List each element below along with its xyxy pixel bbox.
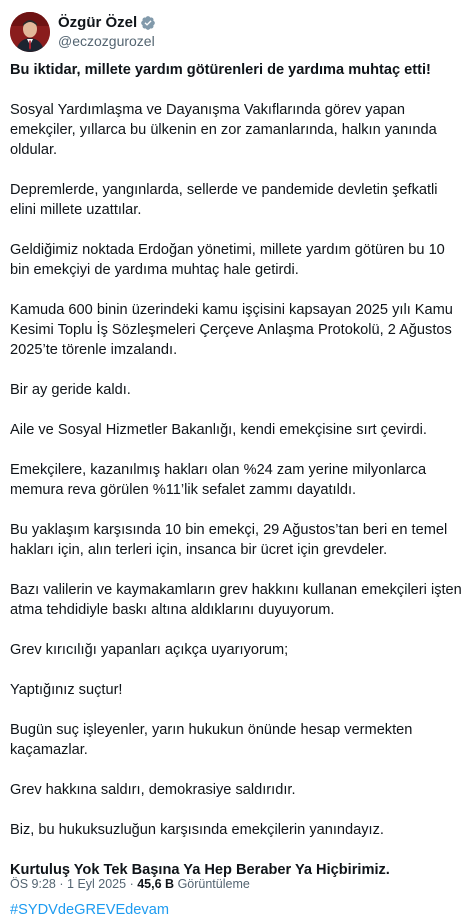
hashtag-link[interactable]: #SYDVdeGREVEdevam [10,902,169,918]
meta-separator: · [129,877,134,891]
tweet-paragraph: Grev hakkına saldırı, demokrasiye saldırıdır. [10,782,296,798]
tweet-paragraph: Bu yaklaşım karşısında 10 bin emekçi, 29 Ağustos’tan beri en temel hakları için, alın terleri için, insanca bir ücret için grevdeler. [10,522,448,558]
avatar-portrait-icon [10,12,50,52]
author-handle[interactable]: @eczozgurozel [58,33,155,49]
author-display-name[interactable]: Özgür Özel [58,14,138,31]
tweet-paragraph: Yaptığınız suçtur! [10,682,123,698]
tweet-paragraph: Bugün suç işleyenler, yarın hukukun önünde hesap vermekten kaçamazlar. [10,722,413,758]
views-count: 45,6 B [137,877,175,891]
tweet-paragraph: Grev kırıcılığı yapanları açıkça uyarıyorum; [10,642,289,658]
tweet-paragraph: Bu iktidar, millete yardım götürenleri de yardıma muhtaç etti! [10,62,431,78]
author-name-row[interactable] [58,14,156,32]
tweet-paragraph: Biz, bu hukuksuzluğun karşısında emekçilerin yanındayız. [10,822,384,838]
tweet-paragraph: Geldiğimiz noktada Erdoğan yönetimi, millete yardım götüren bu 10 bin emekçiyi de yardıma muhtaç hale getirdi. [10,242,445,278]
tweet-paragraph: Bir ay geride kaldı. [10,382,131,398]
tweet-date[interactable]: 1 Eyl 2025 [67,877,127,891]
tweet-paragraph: Kamuda 600 binin üzerindeki kamu işçisini kapsayan 2025 yılı Kamu Kesimi Toplu İş Sözleşmeleri Çerçeve Anlaşma Protokolü, 2 Ağustos 2025’te törenle imzalandı. [10,302,453,358]
tweet-paragraph: Kurtuluş Yok Tek Başına Ya Hep Beraber Ya Hiçbirimiz. [10,862,390,878]
tweet-header [10,12,462,52]
author-avatar[interactable] [10,12,50,52]
tweet-paragraph: Emekçilere, kazanılmış hakları olan %24 zam yerine milyonlarca memura reva görülen %11’lik sefalet zammı dayatıldı. [10,462,427,498]
tweet-paragraph: Depremlerde, yangınlarda, sellerde ve pandemide devletin şefkatli elini millete uzattılar. [10,182,438,218]
meta-separator: · [59,877,64,891]
views-label: Görüntüleme [177,877,250,891]
tweet-meta [10,877,250,891]
tweet-paragraph: Bazı valilerin ve kaymakamların grev hakkını kullanan emekçileri işten atma tehdidiyle baskı altına aldıklarını duyuyorum. [10,582,462,618]
tweet-text [10,60,462,920]
tweet-time[interactable]: ÖS 9:28 [10,877,56,891]
tweet-paragraph: Aile ve Sosyal Hizmetler Bakanlığı, kendi emekçisine sırt çevirdi. [10,422,427,438]
verified-badge-icon[interactable] [140,15,156,31]
tweet-paragraph: Sosyal Yardımlaşma ve Dayanışma Vakıflarında görev yapan emekçiler, yıllarca bu ülkenin en zor zamanlarında, halkın yanında oldular. [10,102,437,158]
